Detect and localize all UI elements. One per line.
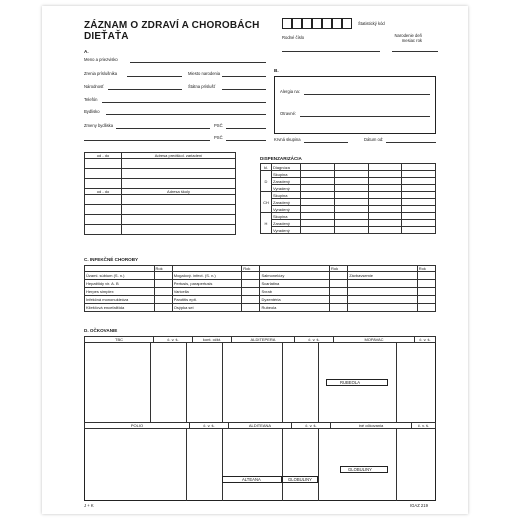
school-table-cell[interactable] (85, 195, 122, 205)
vacc-head-cell: MOPAVAC (334, 337, 415, 343)
school-table-cell[interactable] (122, 179, 236, 189)
dispenz-table (260, 163, 436, 234)
date-from-line[interactable] (386, 142, 436, 143)
birth-number-line[interactable] (282, 51, 380, 52)
vacc-head-cell: č. v. š. (415, 337, 436, 343)
allergy-line[interactable] (304, 94, 430, 95)
form-title-line2: DIEŤAŤA (84, 31, 129, 42)
school-table-col1b: od - do (85, 189, 122, 195)
section-a-letter: A. (84, 49, 89, 54)
birthplace-label: Miesto narodenia (188, 71, 221, 76)
residence-line[interactable] (106, 114, 266, 115)
globuliny2-label: GLOBULINY (288, 476, 312, 482)
dispenz-row-label: Vyradený (272, 185, 301, 192)
footer-left: J + K (84, 503, 94, 508)
poisoning-line[interactable] (300, 116, 430, 117)
school-table-cell[interactable] (122, 169, 236, 179)
dispenz-row-label: Skupina (272, 213, 301, 220)
date-from-label: Dátum od: (364, 137, 384, 142)
birth-number-label: Rodné číslo (282, 35, 305, 40)
dispenz-row-label: Zaradený (272, 199, 301, 206)
school-table-cell[interactable] (85, 179, 122, 189)
disease-label: Osýpka sei (172, 304, 242, 312)
birth-date-line[interactable] (392, 51, 438, 52)
disease-label: Parotitis epit. (172, 296, 242, 304)
phone-line[interactable] (102, 102, 266, 103)
psc1-label: PSČ (214, 123, 223, 128)
psc1-line[interactable] (226, 128, 266, 129)
allergy-label: Alergia na: (280, 89, 301, 94)
rok-head: Rok (242, 266, 260, 272)
birth-date-label: Narodenie deň mesiac rok (394, 33, 422, 43)
vacc-head-cell: ALDITEPERA (232, 337, 295, 343)
statistical-code-boxes[interactable] (282, 18, 354, 29)
disease-label: Úzami. súbium (S. n.) (85, 272, 155, 280)
address-change-line[interactable] (116, 128, 210, 129)
dispenz-row-label: Vyradený (272, 206, 301, 213)
school-table-cell[interactable] (122, 225, 236, 235)
disease-label: Varicella (172, 288, 242, 296)
statistical-code-label: Štatistický kód (358, 21, 385, 26)
name-line[interactable] (130, 62, 266, 63)
psc2-label: PSČ (214, 135, 223, 140)
rok-head: Rok (417, 266, 435, 272)
address-change-line-2[interactable] (84, 140, 210, 141)
disease-label: Herpes simplex (85, 288, 155, 296)
vacc-head-cell: č. v. š. (412, 423, 436, 429)
vacc-head-cell: TBC (85, 337, 154, 343)
school-table-cell[interactable] (85, 169, 122, 179)
disease-label: Rubeola (260, 304, 330, 312)
vacc-head-cell: POLIO (85, 423, 190, 429)
vacc-head-cell: č. v. š. (292, 423, 331, 429)
blood-group-label: Krvná skupina (274, 137, 301, 142)
citizenship-line[interactable] (222, 89, 266, 90)
poisoning-label: Otravné: (280, 111, 297, 116)
dispenz-row-label: Skupina (272, 192, 301, 199)
section-b-box (274, 76, 436, 134)
form-title: ZÁZNAM O ZDRAVÍ A CHOROBÁCH (84, 20, 260, 31)
section-c-title: C. INFEKČNÉ CHOROBY (84, 257, 139, 262)
disease-label: Salmonelózy (260, 272, 330, 280)
disease-label: Infekčná mononukleóza (85, 296, 155, 304)
nationality-label: Národnosť (84, 84, 104, 89)
name-label: Meno a priezvisko (84, 57, 118, 62)
dispenz-row-label: Skupina (272, 171, 301, 178)
vacc-head-cell: č. v. š. (295, 337, 334, 343)
nationality-line[interactable] (108, 89, 182, 90)
vacc-head-cell: č. v. š. (190, 423, 229, 429)
infection-table (84, 265, 436, 312)
dispenz-row-label: Vyradený (272, 227, 301, 234)
guardian-line[interactable] (127, 76, 182, 77)
disease-label: Závbavsemie (348, 272, 418, 280)
dispenz-group-d: D (261, 171, 272, 192)
disease-label: Scarlatina (260, 280, 330, 288)
vacc-head-cell: ALDITEANA (229, 423, 292, 429)
alteana-label: ALTEANA (242, 476, 261, 482)
phone-label: Telefón (84, 97, 98, 102)
vacc-head-1 (84, 336, 436, 343)
disease-label: Svrab (260, 288, 330, 296)
guardian-label: Zrenia príslušnika (84, 71, 118, 76)
school-table-cell[interactable] (122, 159, 236, 169)
school-table-col2: Adresa predškol. zariadení (122, 153, 236, 159)
rok-head: Rok (154, 266, 172, 272)
school-table (84, 152, 236, 235)
school-table-col1: od - do (85, 153, 122, 159)
disease-label: Pertusis, parapertusis (172, 280, 242, 288)
rubeola-label: RUBEOLA (340, 379, 361, 385)
disease-label: Mogalový. infect. (S. n.) (172, 272, 242, 280)
dispenz-row-label: Zaradený (272, 178, 301, 185)
address-change-label: Zmeny bydliska (84, 123, 114, 128)
school-table-cell[interactable] (85, 225, 122, 235)
dispenz-row-label: Diagnóza (272, 164, 301, 171)
school-table-cell[interactable] (122, 215, 236, 225)
disease-label: Hepatitídy vir. A. B (85, 280, 155, 288)
school-table-cell[interactable] (85, 159, 122, 169)
section-d-title: D. OČKOVANIE (84, 328, 118, 333)
disease-label: Dyzentéria (260, 296, 330, 304)
school-table-cell[interactable] (122, 205, 236, 215)
vacc-head-cell: kont. očkt. (193, 337, 232, 343)
vacc-head-cell: č. v. š. (154, 337, 193, 343)
section-b-letter: B. (274, 68, 279, 73)
school-table-cell[interactable] (122, 195, 236, 205)
rok-head: Rok (330, 266, 348, 272)
footer-right: IGAZ 219 (410, 503, 428, 508)
vacc-head-cell: iné očkovania (331, 423, 412, 429)
dispenz-group-ch: CH (261, 192, 272, 213)
globulin-label: GLOBULINY (348, 466, 372, 472)
dispenz-title: DISPENZARIZÁCIA (260, 156, 302, 161)
school-table-col2b: Adresa školy (122, 189, 236, 195)
school-table-cell[interactable] (85, 205, 122, 215)
form-page (42, 6, 468, 514)
vacc-head-2 (84, 422, 436, 429)
school-table-cell[interactable] (85, 215, 122, 225)
blood-group-line[interactable] (304, 142, 348, 143)
citizenship-label: Štátna príslušť (188, 84, 216, 89)
birthplace-line[interactable] (222, 76, 266, 77)
dispenz-row-label: Zaradený (272, 220, 301, 227)
dispenz-group-h: H (261, 213, 272, 234)
disease-label: Kliešťová encefalitída (85, 304, 155, 312)
residence-label: Bydlisko (84, 109, 100, 114)
psc2-line[interactable] (226, 140, 266, 141)
dispenz-head: kl. (261, 164, 272, 171)
